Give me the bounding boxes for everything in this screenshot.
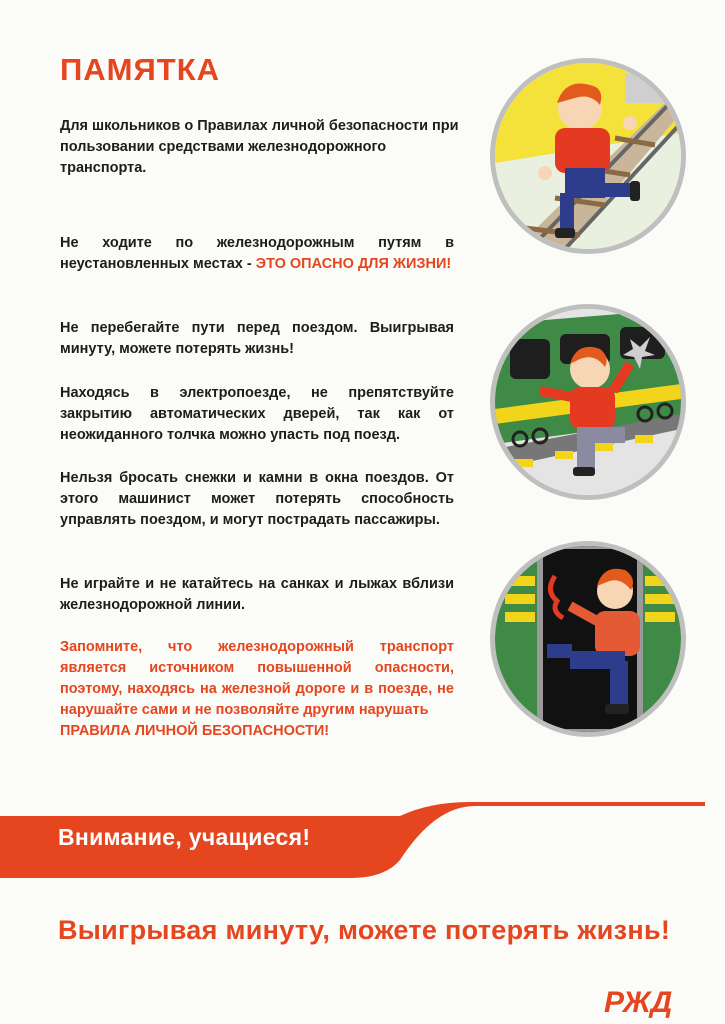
slogan: Выигрывая минуту, можете потерять жизнь! [58,915,671,945]
rule-throwing-snowballs: Нельзя бросать снежки и камни в окна поездов. От этого машинист может потерять способность управлять поездом, и могут пострадать пассажиры. [60,470,454,528]
rule-walking-on-tracks [60,233,454,275]
illustration-crossing-before-train [490,304,686,500]
page-subtitle: Для школьников о Правилах личной безопасности при пользовании средствами железнодорожного транспорта. [60,118,459,176]
rule-sledding-near-tracks: Не играйте и не катайтесь на санках и лыжах вблизи железнодорожной линии. [60,576,454,613]
rzd-logo-icon [600,982,692,1020]
rule-text: Не ходите по железнодорожным путям в неустановленных местах - [60,235,454,272]
rule-automatic-doors: Находясь в электропоезде, не препятствуйте закрытию автоматических дверей, так как от неожиданного толчка можно упасть под поезд. [60,385,454,443]
banner-attention: Внимание, учащиеся! [58,824,311,850]
warning-caps: ПРАВИЛА ЛИЧНОЙ БЕЗОПАСНОСТИ! [60,723,330,739]
warning-text: Запомните, что железнодорожный транспорт является источником повышенной опасности, поэтому, находясь на железной дороге и в поезде, не нарушайте сами и не позволяйте другим нарушать [60,639,454,718]
illustration-walking-on-tracks [490,58,686,254]
rule-highlight: ЭТО ОПАСНО ДЛЯ ЖИЗНИ! [255,256,452,272]
warning-paragraph [60,637,454,742]
illustration-train-doors [490,541,686,737]
rule-crossing-before-train: Не перебегайте пути перед поездом. Выигрывая минуту, можете потерять жизнь! [60,320,454,357]
rzd-logo-text: РЖД [604,986,673,1019]
page-title: ПАМЯТКА [60,52,221,87]
